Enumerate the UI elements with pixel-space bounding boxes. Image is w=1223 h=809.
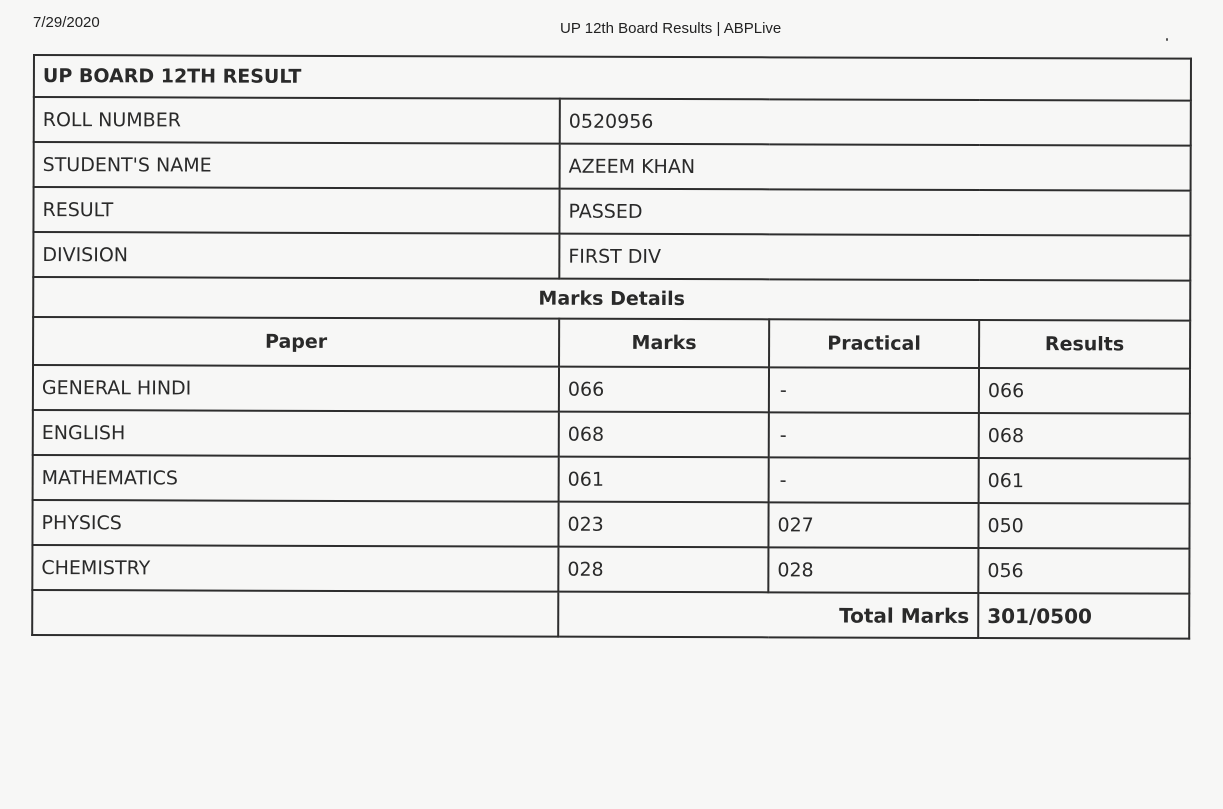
total-row [32,590,1189,639]
paper-result: 050 [978,503,1189,549]
info-label: STUDENT'S NAME [34,142,560,189]
info-label: ROLL NUMBER [34,97,560,144]
total-marks-label: Total Marks [558,592,978,638]
info-value: PASSED [559,189,1190,236]
paper-marks: 023 [558,502,768,548]
info-row [34,97,1191,146]
paper-marks: 061 [559,457,769,503]
info-label: DIVISION [33,232,559,279]
paper-practical: 028 [768,547,978,593]
info-label: RESULT [33,187,559,234]
column-header-paper: Paper [33,317,559,367]
column-header-practical: Practical [769,319,979,368]
result-title: UP BOARD 12TH RESULT [34,55,1191,101]
paper-name: MATHEMATICS [33,455,559,502]
paper-name: ENGLISH [33,410,559,457]
info-value: AZEEM KHAN [560,144,1191,191]
paper-practical: - [769,412,979,458]
paper-marks: 068 [559,412,769,458]
column-header-results: Results [979,320,1190,369]
paper-marks: 028 [558,547,768,593]
marks-row [33,455,1190,504]
info-value: 0520956 [560,99,1191,146]
info-row [33,232,1190,281]
print-date: 7/29/2020 [33,14,100,31]
paper-marks: 066 [559,367,769,413]
paper-name: GENERAL HINDI [33,365,559,412]
print-header [0,14,1223,38]
total-empty-cell [32,590,558,637]
marks-row [33,365,1190,414]
info-row [33,187,1190,236]
paper-name: CHEMISTRY [32,545,558,592]
info-row [34,142,1191,191]
column-header-marks: Marks [559,319,769,368]
column-header-row [33,317,1190,369]
marks-row [33,410,1190,459]
info-value: FIRST DIV [559,234,1190,281]
paper-practical: - [769,457,979,503]
paper-result: 068 [979,413,1190,459]
marks-row [32,545,1189,594]
paper-result: 061 [979,458,1190,504]
marks-row [32,500,1189,549]
result-title-row [34,55,1191,101]
paper-practical: - [769,367,979,413]
scan-speck [1166,38,1168,41]
paper-result: 056 [978,548,1189,594]
result-table [31,54,1192,640]
marks-section-title: Marks Details [33,277,1190,321]
total-marks-value: 301/0500 [978,593,1189,639]
marks-section-row [33,277,1190,321]
print-page-title: UP 12th Board Results | ABPLive [560,20,782,37]
paper-result: 066 [979,368,1190,414]
paper-name: PHYSICS [32,500,558,547]
paper-practical: 027 [768,502,978,548]
